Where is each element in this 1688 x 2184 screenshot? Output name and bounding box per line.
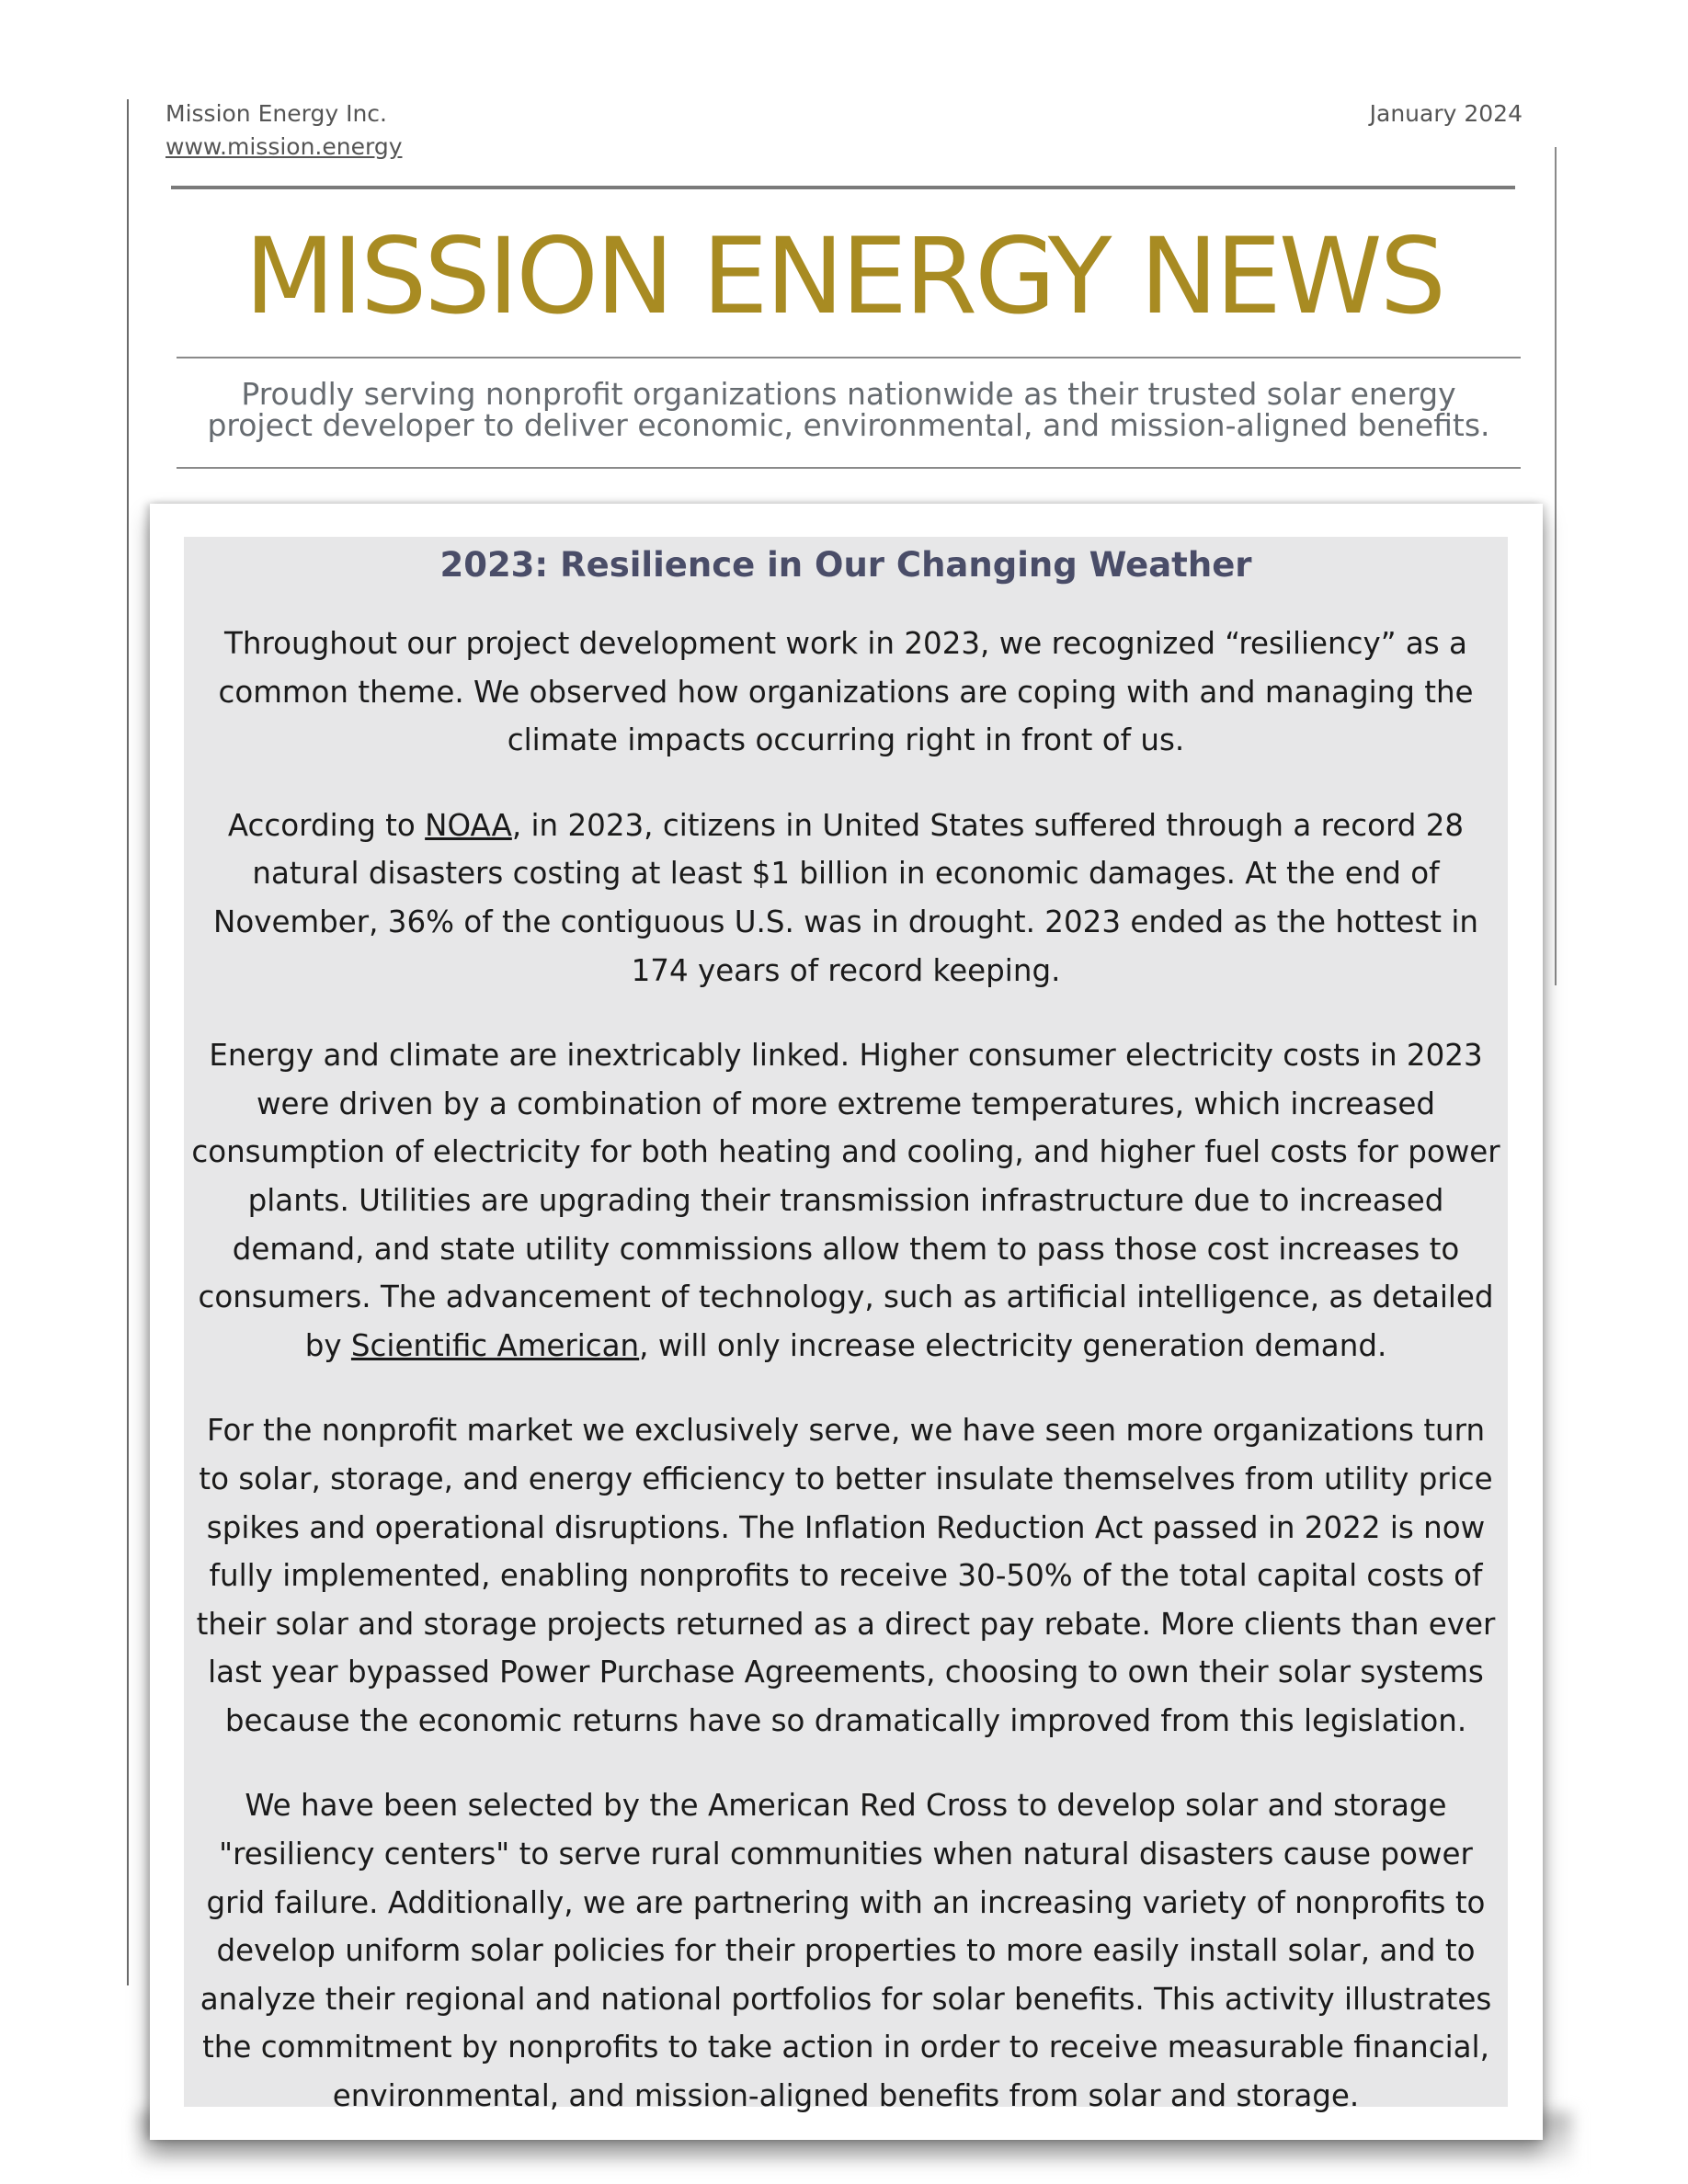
article-paragraph-5: We have been selected by the American Red Cross to develop solar and storage "resiliency centers" to serve rural communities when natural disasters cause power grid failure. Additionally, we are partnering with an increasing variety of nonprofits to develop uniform solar policies for their properties to more easily install solar, and to analyze their regional and national portfolios for solar benefits. This activity illustrates the commitment by nonprofits to take action in order to receive measurable financial, environmental, and mission-aligned benefits from solar and storage. [200, 1788, 1492, 2114]
paragraph-3-text-end: , will only increase electricity generation demand. [639, 1327, 1387, 1363]
article-paragraph-1: Throughout our project development work in 2023, we recognized “resiliency” as a common theme. We observed how organizations are coping with and managing the climate impacts occurring right in front of us. [218, 626, 1474, 758]
masthead-title: MISSION ENERGY NEWS [244, 215, 1444, 337]
scientific-american-link[interactable]: Scientific American [350, 1327, 640, 1363]
tagline-line-1: Proudly serving nonprofit organizations nationwide as their trusted solar energy [241, 376, 1456, 412]
left-margin-rule [127, 99, 129, 1985]
website-link[interactable]: www.mission.energy [165, 133, 403, 160]
masthead-top-rule [171, 186, 1515, 189]
tagline [175, 376, 1523, 443]
article-paragraph-2 [188, 802, 1504, 995]
noaa-link[interactable]: NOAA [425, 807, 512, 843]
paragraph-2-text-end: , in 2023, citizens in United States suffered through a record 28 natural disasters costing at least $1 billion in economic damages. At the end of November, 36% of the contiguous U.S. was in drought. 2023 ended as the hottest in 174 years of record keeping. [213, 807, 1478, 988]
company-block [165, 97, 402, 164]
issue-date: January 2024 [1369, 100, 1523, 127]
paragraph-3-text-start: Energy and climate are inextricably linked. Higher consumer electricity costs in 2023 were driven by a combination of more extreme temperatures, which increased consumption of electricity for both heating and cooling, and higher fuel costs for power plants. Utilities are upgrading their transmission infrastructure due to increased demand, and state utility commissions allow them to pass those cost increases to consumers. The advancement of technology, such as artificial intelligence, as detailed by [191, 1038, 1500, 1363]
masthead-bottom-rule [177, 357, 1521, 358]
article-paragraph-4: For the nonprofit market we exclusively serve, we have seen more organizations turn to solar, storage, and energy efficiency to better insulate themselves from utility price spikes and operational disruptions. The Inflation Reduction Act passed in 2022 is now fully implemented, enabling nonprofits to receive 30-50% of the total capital costs of their solar and storage projects returned as a direct pay rebate. More clients than ever last year bypassed Power Purchase Agreements, choosing to own their solar systems because the economic returns have so dramatically improved from this legislation. [196, 1413, 1496, 1738]
tagline-bottom-rule [177, 467, 1521, 469]
article-paragraph-3 [188, 1031, 1504, 1370]
company-name: Mission Energy Inc. [165, 100, 387, 127]
article-title: 2023: Resilience in Our Changing Weather [439, 545, 1252, 585]
article-panel [184, 537, 1508, 2114]
paragraph-2-text-start: According to [227, 807, 426, 843]
tagline-line-2: project developer to deliver economic, environmental, and mission-aligned benefits. [207, 407, 1490, 443]
